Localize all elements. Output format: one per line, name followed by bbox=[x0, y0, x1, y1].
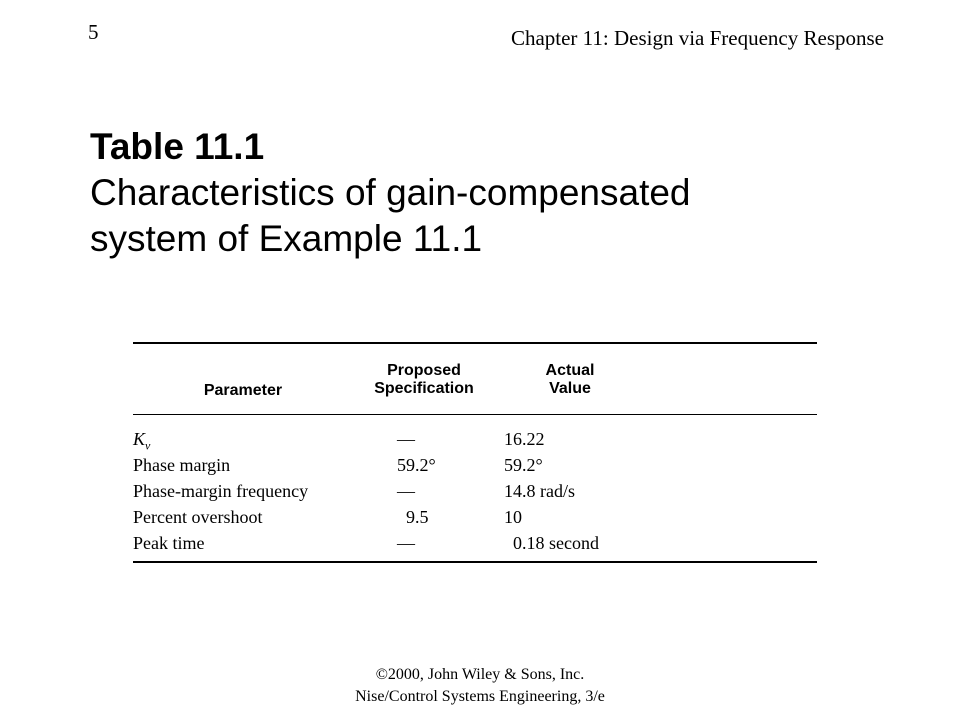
header-actual-line-2: Value bbox=[549, 380, 591, 397]
header-proposed-line-1: Proposed bbox=[387, 362, 461, 379]
table-number-heading: Table 11.1 bbox=[90, 126, 265, 167]
table-row bbox=[133, 505, 817, 531]
table-row bbox=[133, 479, 817, 505]
header-actual-line-1: Actual bbox=[545, 362, 595, 379]
row-parameter: Peak time bbox=[133, 533, 205, 553]
header-actual-value bbox=[515, 362, 625, 398]
kv-subscript: v bbox=[145, 438, 151, 453]
row-actual: 16.22 bbox=[504, 429, 545, 449]
header-proposed-specification bbox=[359, 362, 489, 398]
row-proposed: — bbox=[397, 429, 415, 449]
table-body bbox=[133, 415, 817, 561]
row-proposed: — bbox=[397, 481, 415, 501]
slide-title bbox=[90, 124, 890, 262]
table-header-row bbox=[133, 344, 817, 414]
row-actual: 10 bbox=[504, 507, 522, 527]
row-proposed: — bbox=[397, 533, 415, 553]
page-number: 5 bbox=[88, 20, 99, 44]
header-parameter bbox=[183, 382, 303, 400]
header-proposed-line-2: Specification bbox=[374, 380, 474, 397]
row-actual: 59.2° bbox=[504, 455, 543, 475]
row-parameter: Percent overshoot bbox=[133, 507, 263, 527]
row-proposed: 9.5 bbox=[397, 507, 429, 527]
table-row bbox=[133, 531, 817, 557]
header-parameter-label: Parameter bbox=[203, 382, 283, 399]
chapter-header: Chapter 11: Design via Frequency Response bbox=[510, 26, 884, 50]
row-parameter: Phase-margin frequency bbox=[133, 481, 309, 501]
book-reference: Nise/Control Systems Engineering, 3/e bbox=[355, 688, 605, 705]
copyright-notice: ©2000, John Wiley & Sons, Inc. bbox=[375, 666, 585, 683]
row-proposed: 59.2° bbox=[397, 455, 436, 475]
table-row bbox=[133, 453, 817, 479]
row-actual: 0.18 second bbox=[504, 533, 599, 553]
kv-symbol: K bbox=[133, 429, 146, 449]
row-actual: 14.8 rad/s bbox=[504, 481, 575, 501]
table-row bbox=[133, 427, 817, 453]
row-parameter bbox=[133, 429, 150, 454]
table-caption-line-2: system of Example 11.1 bbox=[90, 218, 483, 259]
table-caption-line-1: Characteristics of gain-compensated bbox=[90, 172, 691, 213]
slide-footer bbox=[0, 664, 960, 708]
table-bottom-rule bbox=[133, 561, 817, 563]
row-parameter: Phase margin bbox=[133, 455, 231, 475]
characteristics-table bbox=[133, 342, 817, 563]
